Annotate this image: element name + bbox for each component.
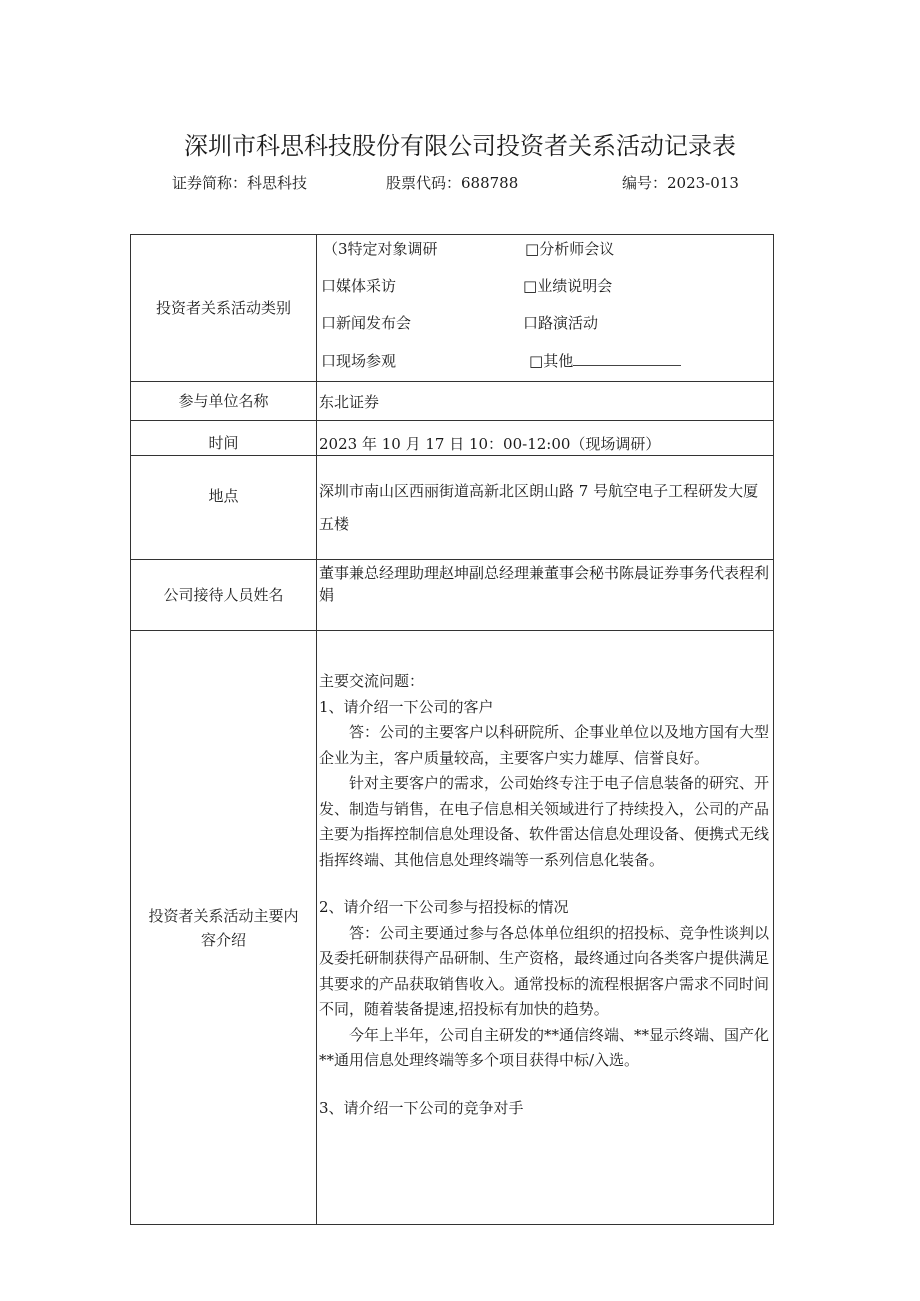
spacer — [319, 1074, 771, 1096]
answer-2-paragraph-2: 今年上半年，公司自主研发的**通信终端、**显示终端、国产化**通用信息处理终端等多个项目获得中标/入选。 — [319, 1025, 770, 1069]
record-table — [130, 234, 774, 1225]
category-option-analyst-meeting[interactable] — [525, 238, 614, 259]
category-option-results-briefing[interactable] — [523, 275, 612, 296]
checkbox-icon: 口 — [321, 314, 337, 332]
question-1: 1、请介绍一下公司的客户 — [319, 697, 494, 716]
checkbox-icon: □ — [529, 352, 544, 370]
checkbox-icon: 口 — [321, 277, 337, 295]
time-label: 时间 — [131, 421, 317, 456]
category-text: 现场参观 — [336, 352, 397, 370]
category-text: 新闻发布会 — [336, 314, 412, 332]
category-label: 投资者关系活动类别 — [131, 235, 317, 382]
answer-1-paragraph-1: 答：公司的主要客户以科研院所、企事业单位以及地方国有大型企业为主，客户质量较高，主要客户实力雄厚、信誉良好。 — [319, 723, 770, 767]
category-option-site-visit[interactable] — [321, 350, 396, 371]
question-2: 2、请介绍一下公司参与招投标的情况 — [319, 898, 569, 916]
question-3: 3、请介绍一下公司的竞争对手 — [319, 1098, 524, 1117]
category-text: 特定对象调研 — [347, 240, 438, 258]
category-text: 媒体采访 — [336, 277, 397, 295]
category-options — [317, 235, 774, 382]
category-text: 分析师会议 — [539, 240, 615, 258]
checkbox-icon: □ — [523, 277, 538, 295]
content-body — [317, 631, 774, 1225]
staff-label: 公司接待人员姓名 — [131, 560, 317, 631]
unit-label: 参与单位名称 — [131, 382, 317, 421]
unit-value: 东北证券 — [317, 382, 774, 421]
content-heading: 主要交流问题： — [319, 672, 425, 690]
page-title: 深圳市科思科技股份有限公司投资者关系活动记录表 — [184, 132, 736, 160]
security-short-name: 证券简称：科思科技 — [172, 174, 308, 192]
category-text: 其他 — [543, 352, 574, 370]
staff-value: 董事兼总经理助理赵坤副总经理兼董事会秘书陈晨证券事务代表程利娟 — [317, 560, 774, 631]
category-mark: （3 — [323, 240, 348, 258]
category-text: 业绩说明会 — [537, 277, 613, 295]
category-option-roadshow[interactable] — [523, 312, 598, 333]
answer-1-paragraph-2: 针对主要客户的需求，公司始终专注于电子信息装备的研究、开发、制造与销售，在电子信息相关领域进行了持续投入，公司的产品主要为指挥控制信息处理设备、软件雷达信息处理设备、便携式无线指挥终端、其他信息处理终端等一系列信息化装备。 — [319, 774, 770, 869]
place-label: 地点 — [131, 456, 317, 560]
content-label-line1: 投资者关系活动主要内 — [148, 906, 299, 925]
category-option-other[interactable] — [529, 350, 681, 371]
time-value: 2023 年 10 月 17 日 10：00-12:00（现场调研） — [317, 421, 774, 456]
checkbox-icon: □ — [525, 240, 540, 258]
content-label — [131, 631, 317, 1225]
serial-number: 编号：2023-013 — [622, 174, 739, 192]
stock-code: 股票代码：688788 — [386, 174, 519, 192]
other-blank-line[interactable] — [573, 351, 681, 366]
checkbox-icon: 口 — [321, 352, 337, 370]
spacer — [319, 873, 771, 895]
category-option-media-interview[interactable] — [321, 275, 396, 296]
category-text: 路演活动 — [538, 314, 599, 332]
place-value: 深圳市南山区西丽街道高新北区朗山路 7 号航空电子工程研发大厦五楼 — [317, 456, 774, 560]
category-option-site-research[interactable] — [323, 238, 438, 259]
answer-2-paragraph-1: 答：公司主要通过参与各总体单位组织的招投标、竞争性谈判以及委托研制获得产品研制、生产资格，最终通过向各类客户提供满足其要求的产品获取销售收入。通常投标的流程根据客户需求不同时间不同，随着装备提速,招投标有加快的趋势。 — [319, 923, 770, 1018]
category-option-press-conference[interactable] — [321, 312, 411, 333]
content-label-line2: 容介绍 — [200, 930, 246, 949]
checkbox-icon: 口 — [523, 314, 539, 332]
